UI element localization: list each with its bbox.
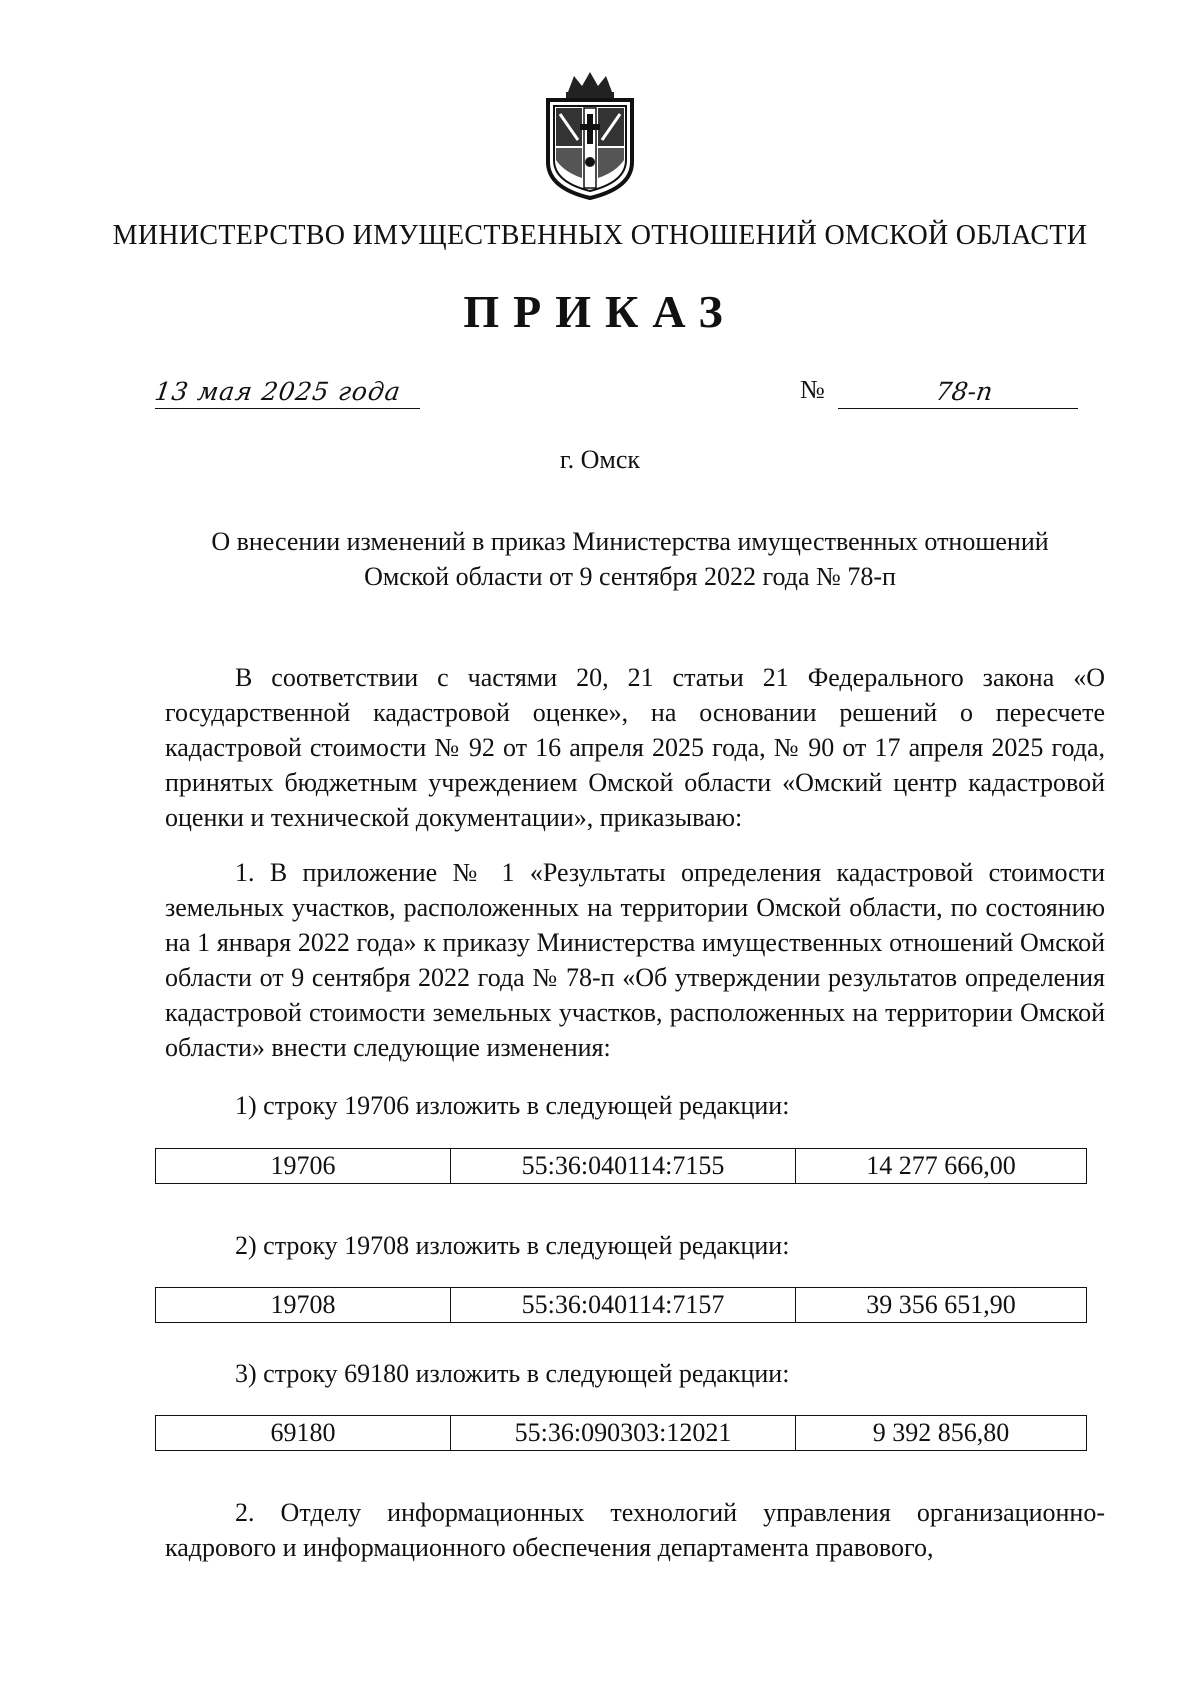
cadastral-value-cell: 39 356 651,90 (866, 1290, 1016, 1319)
row-number-cell: 19708 (156, 1288, 451, 1322)
subitem-1-paragraph: 1) строку 19706 изложить в следующей редакции: (235, 1091, 790, 1120)
row-number-cell: 19706 (156, 1149, 451, 1183)
preamble-paragraph: В соответствии с частями 20, 21 статьи 21 Федерального закона «О государственной кадастровой оценке», на основании решений о пересчете кадастровой стоимости № 92 от 16 апреля 2025 года, № 90 от 17 апреля 2025 года, принятых бюджетным учреждением Омской области «Омский центр кадастровой оценки и технической документации», приказываю: (165, 663, 1105, 832)
number-field (838, 370, 1078, 409)
subject-line-2: Омской области от 9 сентября 2022 года № 78-п (364, 562, 896, 591)
date-field (152, 370, 420, 409)
item-1-paragraph: 1. В приложение № 1 «Результаты определения кадастровой стоимости земельных участков, расположенных на территории Омской области, по состоянию на 1 января 2022 года» к приказу Министерства имущественных отношений Омской области от 9 сентября 2022 года № 78-п «Об утверждении результатов определения кадастровой стоимости земельных участков, расположенных на территории Омской области» внести следующие изменения: (165, 858, 1105, 1062)
number-sign: № (800, 375, 825, 404)
document-type-title: ПРИКАЗ (463, 286, 737, 337)
cadastral-number-cell: 55:36:090303:12021 (451, 1416, 796, 1450)
cadastral-value-cell: 14 277 666,00 (866, 1151, 1016, 1180)
subject-line-1: О внесении изменений в приказ Министерства имущественных отношений (211, 527, 1049, 556)
subitem-2-paragraph: 2) строку 19708 изложить в следующей редакции: (235, 1231, 790, 1260)
cadastral-number-cell: 55:36:040114:7155 (451, 1149, 796, 1183)
handwritten-number: 78-п (933, 377, 995, 406)
cadastral-value-cell: 9 392 856,80 (872, 1418, 1010, 1447)
city-name: г. Омск (559, 445, 641, 474)
cadastral-number-cell: 55:36:040114:7157 (451, 1288, 796, 1322)
table-row (155, 1415, 1087, 1451)
order-subject (160, 524, 1100, 594)
ministry-name: МИНИСТЕРСТВО ИМУЩЕСТВЕННЫХ ОТНОШЕНИЙ ОМСКОЙ ОБЛАСТИ (112, 220, 1088, 251)
row-number-cell: 69180 (156, 1416, 451, 1450)
coat-of-arms-icon (540, 70, 640, 202)
table-row (155, 1287, 1087, 1323)
table-row (155, 1148, 1087, 1184)
item-2-paragraph: 2. Отделу информационных технологий управления организационно-кадрового и информационного обеспечения департамента правового, (165, 1498, 1105, 1562)
subitem-3-paragraph: 3) строку 69180 изложить в следующей редакции: (235, 1359, 790, 1388)
handwritten-date: 13 мая 2025 года (152, 377, 403, 406)
